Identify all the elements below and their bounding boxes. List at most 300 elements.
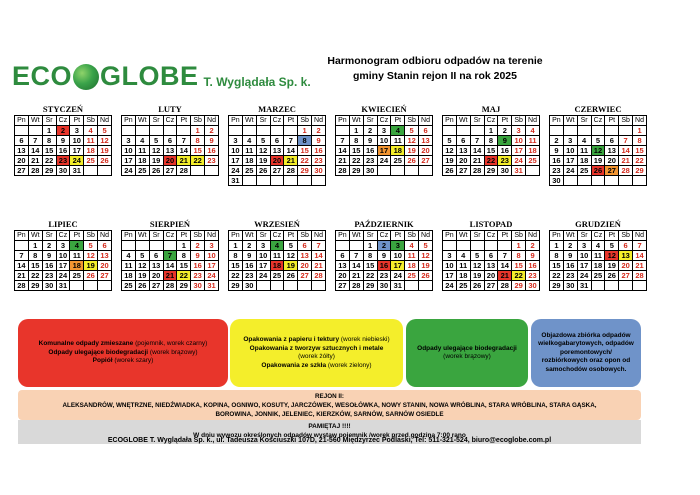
empty-cell: [526, 166, 540, 176]
legend-text: (worek żółty): [298, 353, 335, 360]
day-cell: 24: [56, 271, 70, 281]
empty-cell: [256, 176, 270, 186]
day-cell: 16: [242, 261, 256, 271]
day-cell: 24: [563, 166, 577, 176]
day-cell: 25: [591, 271, 605, 281]
region-box: [18, 390, 641, 420]
day-cell: 2: [363, 126, 377, 136]
day-cell: 18: [405, 261, 419, 271]
day-cell: 13: [619, 251, 633, 261]
month-calendar: [14, 104, 112, 176]
day-cell: 21: [163, 271, 177, 281]
weekday-header: Pt: [391, 231, 405, 241]
weekday-header: Śr: [577, 116, 591, 126]
day-cell: 17: [391, 261, 405, 271]
day-cell: 17: [56, 261, 70, 271]
empty-cell: [336, 126, 350, 136]
day-cell: 12: [84, 251, 98, 261]
day-cell: 9: [363, 136, 377, 146]
day-cell: 1: [512, 241, 526, 251]
legend-text: Odpady ulegające biodegradacji: [417, 344, 517, 352]
day-cell: 29: [42, 166, 56, 176]
brand-wordmark: [12, 61, 199, 92]
weekday-header: Wt: [135, 231, 149, 241]
day-cell: 5: [135, 251, 149, 261]
month-name: GRUDZIEŃ: [575, 219, 621, 229]
empty-cell: [122, 241, 136, 251]
day-cell: 31: [391, 281, 405, 291]
day-cell: 12: [419, 251, 433, 261]
day-cell: 7: [633, 241, 647, 251]
empty-cell: [191, 166, 205, 176]
day-cell: 31: [512, 166, 526, 176]
day-cell: 12: [256, 146, 270, 156]
day-cell: 15: [512, 261, 526, 271]
weekday-header: Wt: [456, 231, 470, 241]
day-cell: 22: [42, 156, 56, 166]
weekday-header: Cz: [484, 116, 498, 126]
day-cell: 5: [419, 241, 433, 251]
day-cell: 1: [484, 126, 498, 136]
day-cell: 12: [284, 251, 298, 261]
empty-cell: [284, 126, 298, 136]
day-cell: 31: [56, 281, 70, 291]
day-cell: 18: [526, 146, 540, 156]
day-cell: 26: [84, 271, 98, 281]
day-cell: 10: [577, 251, 591, 261]
weekday-header: Pn: [229, 231, 243, 241]
day-cell: 5: [84, 241, 98, 251]
footer-contact: ECOGLOBE T. Wyglądała Sp. k., ul. Tadeusza Kościuszki 107D, 21-560 Międzyrzec Podlaski, Tel: 511-321-524, biuro@ecoglobe.com.pl: [107, 437, 552, 444]
month-name: SIERPIEŃ: [149, 219, 191, 229]
day-cell: 22: [191, 156, 205, 166]
weekday-header: Sb: [405, 116, 419, 126]
weekday-header: Cz: [591, 231, 605, 241]
empty-cell: [419, 281, 433, 291]
weekday-header: Pt: [284, 116, 298, 126]
day-cell: 23: [191, 271, 205, 281]
day-cell: 18: [577, 156, 591, 166]
day-cell: 5: [443, 136, 457, 146]
day-cell: 20: [456, 156, 470, 166]
month-name: MARZEC: [258, 104, 296, 114]
day-cell: 17: [229, 156, 243, 166]
day-cell: 10: [377, 136, 391, 146]
empty-cell: [470, 126, 484, 136]
weekday-header: Śr: [363, 116, 377, 126]
month-calendar: [335, 104, 433, 176]
day-cell: 10: [256, 251, 270, 261]
empty-cell: [349, 241, 363, 251]
day-cell: 29: [484, 166, 498, 176]
day-cell: 25: [391, 156, 405, 166]
day-cell: 10: [70, 136, 84, 146]
day-cell: 22: [349, 156, 363, 166]
weekday-header: Pt: [498, 116, 512, 126]
day-cell: 9: [312, 136, 326, 146]
day-cell: 15: [28, 261, 42, 271]
weekday-header: Cz: [56, 231, 70, 241]
page-title: [300, 54, 570, 84]
day-cell: 21: [633, 261, 647, 271]
empty-cell: [391, 166, 405, 176]
day-cell: 10: [205, 251, 219, 261]
weekday-header: Śr: [470, 231, 484, 241]
month-name: LIPIEC: [48, 219, 78, 229]
day-cell: 1: [363, 241, 377, 251]
weekday-header: Wt: [135, 116, 149, 126]
day-cell: 16: [205, 146, 219, 156]
day-cell: 16: [377, 261, 391, 271]
day-cell: 24: [377, 156, 391, 166]
day-cell: 29: [349, 166, 363, 176]
month-name: KWIECIEŃ: [361, 104, 407, 114]
weekday-header: Nd: [633, 231, 647, 241]
day-cell: 11: [84, 136, 98, 146]
weekday-header: Nd: [98, 231, 112, 241]
day-cell: 14: [284, 146, 298, 156]
day-cell: 13: [270, 146, 284, 156]
day-cell: 29: [177, 281, 191, 291]
empty-cell: [270, 126, 284, 136]
weekday-header: Pn: [550, 116, 564, 126]
empty-cell: [619, 126, 633, 136]
day-cell: 12: [135, 261, 149, 271]
day-cell: 19: [470, 271, 484, 281]
day-cell: 9: [191, 251, 205, 261]
day-cell: 28: [470, 166, 484, 176]
day-cell: 4: [84, 126, 98, 136]
empty-cell: [405, 281, 419, 291]
day-cell: 31: [577, 281, 591, 291]
day-cell: 6: [605, 136, 619, 146]
day-cell: 27: [456, 166, 470, 176]
day-cell: 24: [443, 281, 457, 291]
day-cell: 8: [298, 136, 312, 146]
title-line-2: gminy Stanin rejon II na rok 2025: [353, 70, 517, 82]
day-cell: 2: [205, 126, 219, 136]
weekday-header: Nd: [98, 116, 112, 126]
weekday-header: Sb: [619, 116, 633, 126]
day-cell: 31: [229, 176, 243, 186]
title-line-1: Harmonogram odbioru odpadów na terenie: [327, 55, 543, 67]
empty-cell: [84, 281, 98, 291]
day-cell: 23: [312, 156, 326, 166]
brand-eco: ECO: [12, 60, 73, 91]
day-cell: 28: [312, 271, 326, 281]
day-cell: 1: [550, 241, 564, 251]
day-cell: 12: [98, 136, 112, 146]
day-cell: 20: [484, 271, 498, 281]
day-cell: 25: [270, 271, 284, 281]
day-cell: 27: [419, 156, 433, 166]
weekday-header: Cz: [377, 116, 391, 126]
day-cell: 25: [577, 166, 591, 176]
month-calendar: [121, 104, 219, 176]
day-cell: 29: [550, 281, 564, 291]
day-cell: 16: [363, 146, 377, 156]
day-cell: 9: [242, 251, 256, 261]
weekday-header: Sb: [512, 116, 526, 126]
day-cell: 29: [363, 281, 377, 291]
empty-cell: [563, 126, 577, 136]
empty-cell: [28, 126, 42, 136]
day-cell: 2: [498, 126, 512, 136]
day-cell: 21: [177, 156, 191, 166]
day-cell: 24: [256, 271, 270, 281]
day-cell: 23: [498, 156, 512, 166]
day-cell: 3: [577, 241, 591, 251]
month-calendar: [121, 219, 219, 291]
day-cell: 23: [363, 156, 377, 166]
weekday-header: Śr: [470, 116, 484, 126]
day-cell: 6: [484, 251, 498, 261]
empty-cell: [284, 176, 298, 186]
empty-cell: [591, 126, 605, 136]
empty-cell: [135, 126, 149, 136]
empty-cell: [163, 241, 177, 251]
day-cell: 29: [298, 166, 312, 176]
day-cell: 10: [56, 251, 70, 261]
empty-cell: [591, 176, 605, 186]
legend-text: Opakowania z papieru i tektury: [243, 336, 340, 343]
month-calendar: [442, 104, 540, 176]
day-cell: 4: [456, 251, 470, 261]
day-cell: 26: [405, 156, 419, 166]
day-cell: 17: [443, 271, 457, 281]
day-cell: 8: [512, 251, 526, 261]
day-cell: 25: [405, 271, 419, 281]
day-cell: 4: [526, 126, 540, 136]
day-cell: 30: [191, 281, 205, 291]
empty-cell: [98, 166, 112, 176]
legend-text: Odpady ulegające biodegradacji: [48, 348, 149, 356]
weekday-header: Wt: [349, 116, 363, 126]
day-cell: 6: [419, 126, 433, 136]
day-cell: 21: [28, 156, 42, 166]
region-line-2: BOROWINA, JONNIK, JELENIEC, KIERZKÓW, SARNÓW, SARNÓW OSIEDLE: [215, 411, 444, 418]
weekday-header: Pn: [122, 116, 136, 126]
day-cell: 27: [98, 271, 112, 281]
day-cell: 11: [270, 251, 284, 261]
day-cell: 19: [443, 156, 457, 166]
company-name: T. Wyglądała Sp. k.: [203, 75, 311, 89]
day-cell: 30: [242, 281, 256, 291]
month-calendar: [442, 219, 540, 291]
weekday-header: Śr: [42, 231, 56, 241]
weekday-header: Sb: [619, 231, 633, 241]
day-cell: 7: [177, 136, 191, 146]
day-cell: 12: [149, 146, 163, 156]
day-cell: 14: [177, 146, 191, 156]
day-cell: 10: [391, 251, 405, 261]
day-cell: 20: [298, 261, 312, 271]
day-cell: 7: [498, 251, 512, 261]
empty-cell: [163, 126, 177, 136]
weekday-header: Nd: [205, 231, 219, 241]
day-cell: 17: [563, 156, 577, 166]
day-cell: 10: [512, 136, 526, 146]
day-cell: 28: [28, 166, 42, 176]
day-cell: 25: [122, 281, 136, 291]
reminder-title: PAMIĘTAJ !!!!: [308, 423, 351, 430]
day-cell: 30: [498, 166, 512, 176]
month-calendar: [335, 219, 433, 291]
empty-cell: [298, 281, 312, 291]
day-cell: 25: [526, 156, 540, 166]
weekday-header: Śr: [577, 231, 591, 241]
day-cell: 14: [15, 261, 29, 271]
legend-text: (worek zielony): [326, 361, 372, 369]
day-cell: 14: [633, 251, 647, 261]
day-cell: 26: [443, 166, 457, 176]
weekday-header: Pt: [177, 231, 191, 241]
month-name: LISTOPAD: [469, 219, 513, 229]
day-cell: 4: [577, 136, 591, 146]
weekday-header: Nd: [419, 116, 433, 126]
day-cell: 2: [56, 126, 70, 136]
empty-cell: [70, 281, 84, 291]
day-cell: 22: [177, 271, 191, 281]
day-cell: 19: [405, 146, 419, 156]
weekday-header: Pn: [122, 231, 136, 241]
day-cell: 24: [391, 271, 405, 281]
day-cell: 5: [605, 241, 619, 251]
day-cell: 6: [163, 136, 177, 146]
day-cell: 13: [98, 251, 112, 261]
weekday-header: Sb: [191, 116, 205, 126]
reminder-text: W dniu wywozu określonych odpadów wystaw pojemnik /worek przed godziną 7:00 rano: [193, 432, 466, 439]
empty-cell: [205, 166, 219, 176]
day-cell: 2: [242, 241, 256, 251]
day-cell: 13: [298, 251, 312, 261]
day-cell: 11: [391, 136, 405, 146]
day-cell: 8: [484, 136, 498, 146]
day-cell: 30: [42, 281, 56, 291]
day-cell: 5: [98, 126, 112, 136]
day-cell: 16: [312, 146, 326, 156]
day-cell: 9: [205, 136, 219, 146]
day-cell: 30: [377, 281, 391, 291]
weekday-header: Pt: [605, 231, 619, 241]
day-cell: 6: [98, 241, 112, 251]
legend-recyclables: [230, 319, 403, 387]
day-cell: 6: [149, 251, 163, 261]
empty-cell: [470, 241, 484, 251]
day-cell: 14: [312, 251, 326, 261]
day-cell: 31: [205, 281, 219, 291]
empty-cell: [419, 166, 433, 176]
empty-cell: [298, 176, 312, 186]
day-cell: 1: [191, 126, 205, 136]
day-cell: 23: [242, 271, 256, 281]
day-cell: 27: [15, 166, 29, 176]
day-cell: 20: [15, 156, 29, 166]
day-cell: 12: [605, 251, 619, 261]
day-cell: 1: [349, 126, 363, 136]
day-cell: 28: [163, 281, 177, 291]
legend-text: Objazdowa zbiórka odpadów wielkogabarytowych, odpadów poremontowych/ rozbiórkowych oraz opon od samochodów osobowych.: [538, 331, 634, 373]
day-cell: 9: [377, 251, 391, 261]
weekday-header: Śr: [256, 116, 270, 126]
day-cell: 17: [512, 146, 526, 156]
day-cell: 27: [149, 281, 163, 291]
day-cell: 23: [563, 271, 577, 281]
globe-icon: [73, 64, 99, 90]
day-cell: 5: [284, 241, 298, 251]
day-cell: 18: [270, 261, 284, 271]
day-cell: 6: [619, 241, 633, 251]
day-cell: 22: [512, 271, 526, 281]
day-cell: 30: [563, 281, 577, 291]
day-cell: 26: [135, 281, 149, 291]
day-cell: 4: [135, 136, 149, 146]
empty-cell: [456, 241, 470, 251]
month-name: CZERWIEC: [574, 104, 622, 114]
day-cell: 3: [377, 126, 391, 136]
day-cell: 16: [498, 146, 512, 156]
logo: [12, 56, 311, 96]
day-cell: 5: [405, 126, 419, 136]
weekday-header: Nd: [312, 231, 326, 241]
weekday-header: Cz: [270, 231, 284, 241]
day-cell: 6: [336, 251, 350, 261]
empty-cell: [563, 176, 577, 186]
day-cell: 21: [619, 156, 633, 166]
day-cell: 18: [591, 261, 605, 271]
day-cell: 12: [443, 146, 457, 156]
day-cell: 3: [512, 126, 526, 136]
day-cell: 22: [363, 271, 377, 281]
day-cell: 14: [163, 261, 177, 271]
day-cell: 28: [633, 271, 647, 281]
day-cell: 15: [363, 261, 377, 271]
day-cell: 12: [470, 261, 484, 271]
empty-cell: [577, 176, 591, 186]
region-line-1: ALEKSANDRÓW, WNĘTRZNE, NIEDŹWIADKA, KOPINA, OGNIWO, KOSUTY, JARCZÓWEK, WESOŁÓWKA, NOWY STANIN, NOWA WRÓBLINA, STARA WRÓBLINA, STARA GĄSKA,: [62, 402, 597, 409]
weekday-header: Wt: [242, 116, 256, 126]
day-cell: 8: [229, 251, 243, 261]
day-cell: 13: [15, 146, 29, 156]
day-cell: 24: [512, 156, 526, 166]
day-cell: 17: [205, 261, 219, 271]
day-cell: 7: [336, 136, 350, 146]
empty-cell: [336, 241, 350, 251]
day-cell: 20: [336, 271, 350, 281]
empty-cell: [605, 126, 619, 136]
day-cell: 26: [419, 271, 433, 281]
day-cell: 14: [349, 261, 363, 271]
day-cell: 17: [377, 146, 391, 156]
day-cell: 7: [349, 251, 363, 261]
weekday-header: Nd: [526, 116, 540, 126]
empty-cell: [312, 281, 326, 291]
day-cell: 28: [336, 166, 350, 176]
month-name: STYCZEŃ: [42, 104, 84, 114]
day-cell: 10: [443, 261, 457, 271]
empty-cell: [484, 241, 498, 251]
day-cell: 8: [550, 251, 564, 261]
day-cell: 4: [70, 241, 84, 251]
day-cell: 8: [633, 136, 647, 146]
day-cell: 14: [28, 146, 42, 156]
weekday-header: Cz: [163, 231, 177, 241]
day-cell: 21: [349, 271, 363, 281]
day-cell: 16: [550, 156, 564, 166]
empty-cell: [256, 281, 270, 291]
day-cell: 15: [484, 146, 498, 156]
empty-cell: [619, 281, 633, 291]
